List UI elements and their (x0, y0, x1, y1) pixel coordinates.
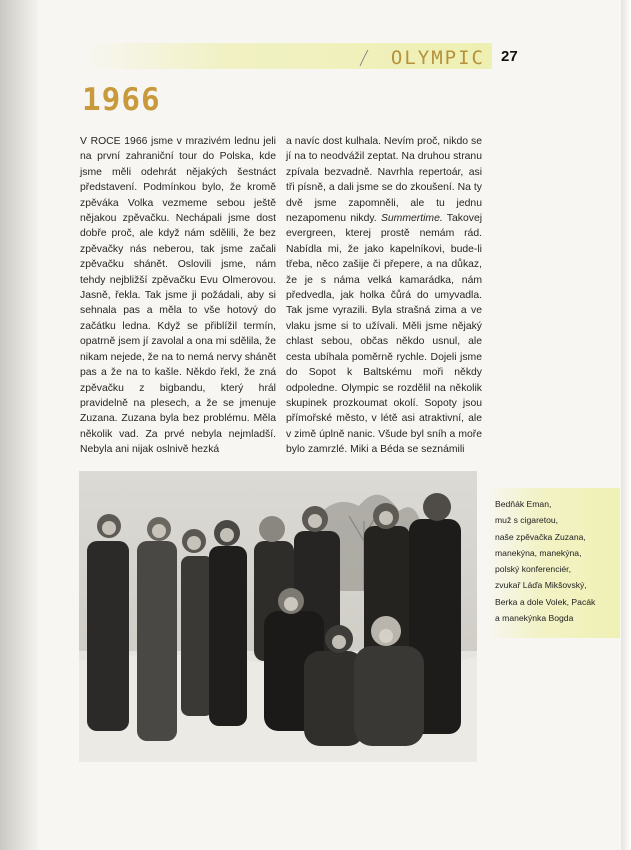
page-edge (621, 0, 631, 850)
caption-line: polský konferenciér, (495, 564, 571, 575)
song-title: Summertime. (380, 213, 443, 225)
page-number: 27 (501, 48, 518, 65)
body-column-right (286, 134, 482, 458)
group-photo-image (79, 471, 477, 762)
group-photo (79, 471, 477, 762)
caption-line: muž s cigaretou, (495, 515, 559, 526)
caption-line: Berka a dole Volek, Pacák (495, 596, 596, 607)
caption-line: naše zpěvačka Zuzana, (495, 531, 586, 542)
book-gutter (0, 0, 38, 850)
caption-line: zvukař Láďa Mikšovský, (495, 580, 587, 591)
body-paragraph-right (286, 134, 482, 458)
running-head: OLYMPIC (390, 47, 485, 69)
photo-caption (495, 496, 615, 626)
body-text-segment: Takovej evergreen, kterej prostě nemám rád. Nabídla mi, že jako kapelníkovi, bude-li třeba, něco zašije či přepere, a na důkaz, že je s náma velká kamarádka, nám předvedla, jak holka čůrá do umyvadla. Tak jsme vyrazili. Byla strašná zima a ve vlaku jsme si to užívali. Měli jsme nějaký chlast sebou, občas někdo usnul, ale cesta ubíhala poměrně rychle. Dojeli jsme do Sopot k Baltskému moři někdy odpoledne. Olympic se rozdělil na několik skupinek prozkoumat okolí. Sopoty jsou přímořské město, v létě asi atraktivní, ale v zimě úplně nanic. Všude byl sníh a moře bylo zamrzlé. Miki a Béda se seznámili (286, 213, 483, 456)
body-column-left (80, 134, 276, 458)
caption-line: manekýna, manekýna, (495, 547, 582, 558)
caption-line: a manekýnka Bogda (495, 613, 574, 624)
caption-line: Bedňák Eman, (495, 499, 552, 509)
body-text-segment: a navíc dost kulhala. Nevím proč, nikdo se jí na to neodvážil zeptat. Na druhou stranu zpívala bezvadně. Navrhla repertoár, asi tři písně, a dali jsme se do zkoušení. Na ty dvě jsme zapomněli, ale tu jednu nezapomenu nikdy. (286, 136, 482, 225)
body-paragraph-left: V ROCE 1966 jsme v mrazivém lednu jeli na první zahraniční tour do Polska, kde jsme měli odehrát nějakých šestnáct představení. Podmínkou bylo, že kromě zpěváka Volka vezmeme sebou ještě nějakou zpěvačku. Nechápali jsme dost dobře proč, ale když nám sdělili, že bez zpěvačky nás neberou, tak jsme začali zpěvačku shánět. Oslovili jsme, nám tehdy nejbližší zpěvačku Evu Olmerovou. Jasně, řekla. Tak jsme ji požádali, aby si sehnala pas a měla to vše hotový do začátku ledna. Když se přiblížil termín, opatrně jsem jí zavolal a ona mi sdělila, že nikam nejede, že na to nemá nervy shánět pas a že na to kašle. Někdo řekl, že zná zpěvačku z bigbandu, který hrál pravidelně na plesech, a že se jmenuje Zuzana. Zuzana byla bez problému. Měla několik vad. Za prvé nebyla nejmladší. Nebyla ani nijak oslnivě hezká (80, 136, 276, 456)
section-year-heading: 1966 (82, 82, 161, 118)
pencil-mark (358, 48, 370, 68)
